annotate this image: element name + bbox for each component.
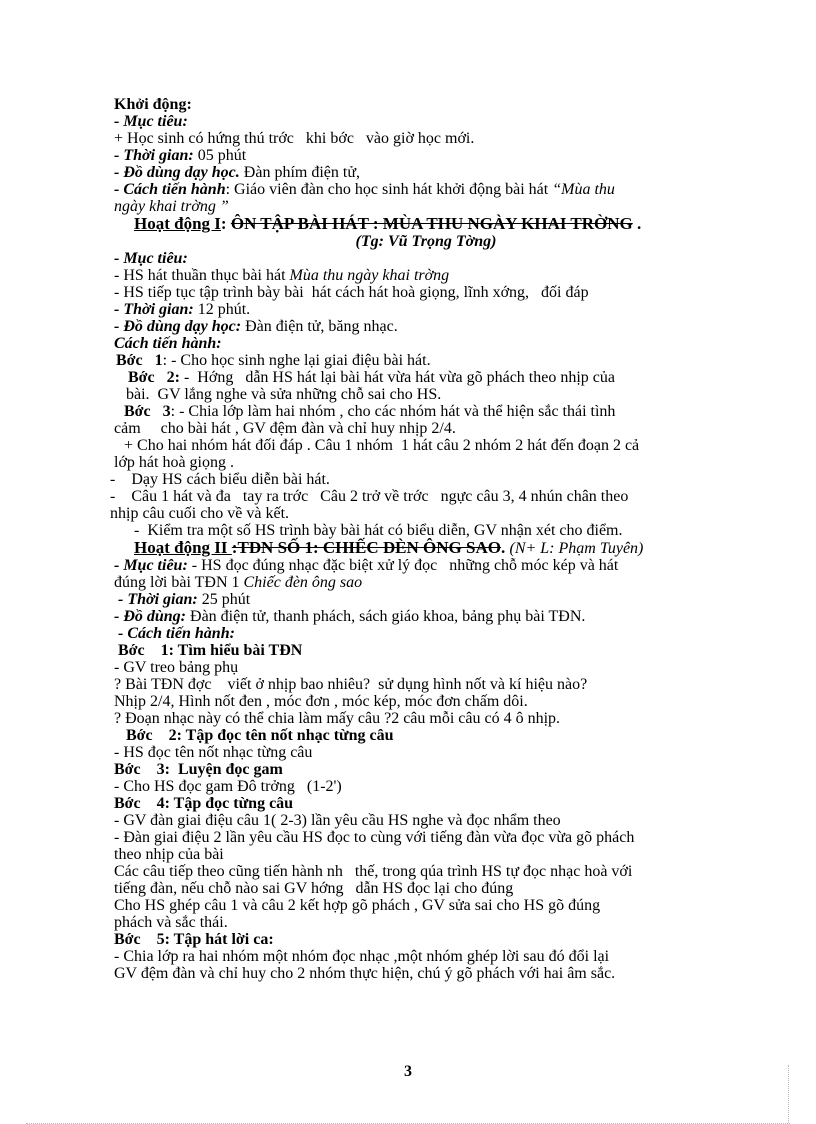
text-run: : <box>220 214 231 233</box>
text-run: lớp hát hoà giọng . <box>114 454 234 471</box>
text-line <box>114 778 738 795</box>
text-line <box>114 215 738 233</box>
text-run: “Mùa thu <box>552 181 615 198</box>
text-line <box>114 113 738 130</box>
text-run: 05 phút <box>193 147 247 164</box>
text-run: - Dạy HS cách biểu diễn bài hát. <box>110 471 330 488</box>
text-run: tiếng đàn, nếu chỗ nào sai GV hớng dẫn HS đọc lại cho đúng <box>114 880 514 897</box>
text-line <box>114 369 738 386</box>
text-line <box>114 676 738 693</box>
text-run: - Đồ dùng dạy học: <box>114 318 242 335</box>
text-run: bài. GV lắng nghe và sửa những chỗ sai cho HS. <box>114 386 442 403</box>
text-line <box>114 437 738 454</box>
text-line <box>114 403 738 420</box>
text-run: :TĐN SỐ 1: CHIẾC ĐÈN ÔNG SAO <box>231 538 501 557</box>
text-line <box>114 386 738 403</box>
text-line <box>114 965 738 982</box>
text-run: Mùa thu ngày khai trờng <box>289 267 450 284</box>
text-line <box>114 420 738 437</box>
text-line <box>114 522 738 539</box>
text-run: đúng lời bài TĐN 1 <box>114 574 244 591</box>
text-line <box>114 574 738 591</box>
text-run: 12 phút. <box>193 301 251 318</box>
text-run: - HS đọc đúng nhạc đặc biệt xử lý đọc những chỗ móc kép và hát <box>187 557 619 574</box>
text-line <box>114 812 738 829</box>
text-line <box>114 352 738 369</box>
text-run: Bớc 3: Luyện đọc gam <box>114 761 283 778</box>
text-run: : Giáo viên đàn cho học sinh hát khởi động bài hát <box>225 181 553 198</box>
text-run: - Hớng dẫn HS hát lại bài hát vừa hát vừa gõ phách theo nhịp của <box>179 369 615 386</box>
text-run: - Mục tiêu: <box>114 113 188 130</box>
text-run: - Cho HS đọc gam Đô trởng (1-2') <box>114 778 342 795</box>
text-run: Bớc 1 <box>116 352 163 369</box>
text-run: - GV đàn giai điệu câu 1( 2-3) lần yêu cầu HS nghe và đọc nhẩm theo <box>114 812 561 829</box>
text-line <box>114 335 738 352</box>
text-run: (Tg: Vũ Trọng Tờng) <box>355 233 497 250</box>
text-line <box>110 471 738 488</box>
text-run: ÔN TẬP BÀI HÁT : MÙA THU NGÀY KHAI TRỜNG <box>230 214 633 233</box>
text-run: Bớc 4: Tập đọc từng câu <box>114 795 294 812</box>
text-line <box>114 557 738 574</box>
text-run: Hoạt động I <box>134 214 221 233</box>
text-run: - HS đọc tên nốt nhạc từng câu <box>114 744 313 761</box>
text-run: GV đệm đàn và chỉ huy cho 2 nhóm thực hiện, chú ý gõ phách với hai âm sắc. <box>114 965 616 982</box>
text-run: (N+ L: Phạm Tuyên) <box>509 540 644 557</box>
text-run: . <box>632 214 642 233</box>
text-run: nhịp câu cuối cho về và kết. <box>110 505 290 522</box>
text-run: - Kiểm tra một số HS trình bày bài hát có biểu diễn, GV nhận xét cho điểm. <box>114 522 623 539</box>
text-run: Nhịp 2/4, Hình nốt đen , móc đơn , móc kép, móc đơn chấm dôi. <box>114 693 528 710</box>
text-line <box>114 250 738 267</box>
text-run: - Chia lớp ra hai nhóm một nhóm đọc nhạc ,một nhóm ghép lời sau đó đổi lại <box>114 948 610 965</box>
text-line <box>114 846 738 863</box>
text-line <box>114 267 738 284</box>
text-run: - Mục tiêu: <box>114 250 188 267</box>
text-run: Bớc 2: <box>120 369 180 386</box>
text-run: - Đồ dùng: <box>114 608 187 625</box>
text-run: - Thời gian: <box>114 591 198 608</box>
text-run: - Thời gian: <box>114 301 194 318</box>
text-line <box>110 488 738 505</box>
text-run: 25 phút <box>197 591 251 608</box>
text-run: Bớc 3 <box>120 403 171 420</box>
text-line <box>114 710 738 727</box>
text-run: Cách tiến hành: <box>114 335 222 352</box>
page-content <box>110 96 738 982</box>
text-run: + Học sinh có hứng thú trớc khi bớc vào giờ học mới. <box>114 130 475 147</box>
text-line <box>114 744 738 761</box>
page-number: 3 <box>404 1063 412 1080</box>
text-run: ngày khai trờng ” <box>114 198 229 215</box>
text-line <box>114 539 738 557</box>
text-run: cảm cho bài hát , GV đệm đàn và chỉ huy nhịp 2/4. <box>114 420 456 437</box>
text-run: Hoạt động II <box>134 538 232 557</box>
text-line <box>114 625 738 642</box>
text-run: Bớc 1: Tìm hiểu bài TĐN <box>114 642 303 659</box>
text-run: - HS tiếp tục tập trình bày bài hát cách hát hoà giọng, lĩnh xớng, đối đáp <box>114 284 589 301</box>
text-line <box>114 164 738 181</box>
text-run: . <box>500 538 510 557</box>
text-run: Chiếc đèn ông sao <box>243 574 363 591</box>
text-run: + Cho hai nhóm hát đối đáp . Câu 1 nhóm 1 hát câu 2 nhóm 2 hát đến đoạn 2 cả <box>120 437 640 454</box>
text-run: theo nhịp của bài <box>114 846 224 863</box>
text-line <box>114 181 738 198</box>
text-line <box>114 863 738 880</box>
text-line <box>114 130 738 147</box>
text-line <box>114 659 738 676</box>
text-run: - HS hát thuần thục bài hát <box>114 267 290 284</box>
text-run: Đàn phím điện tử, <box>239 164 360 181</box>
text-run: Các câu tiếp theo cũng tiến hành nh thế, trong qúa trình HS tự đọc nhạc hoà với <box>114 863 633 880</box>
text-line <box>114 761 738 778</box>
text-line <box>114 318 738 335</box>
text-run: Đàn điện tử, thanh phách, sách giáo khoa, bảng phụ bài TĐN. <box>186 608 586 625</box>
text-line <box>114 591 738 608</box>
text-run: Đàn điện tử, băng nhạc. <box>241 318 398 335</box>
text-run: : - Chia lớp làm hai nhóm , cho các nhóm hát và thể hiện sắc thái tình <box>170 403 616 420</box>
text-line <box>114 301 738 318</box>
text-line <box>114 147 738 164</box>
text-line <box>114 198 738 215</box>
text-run: : - Cho học sinh nghe lại giai điệu bài hát. <box>162 352 431 369</box>
text-line <box>114 693 738 710</box>
text-run: Cho HS ghép câu 1 và câu 2 kết hợp gõ phách , GV sửa sai cho HS gõ đúng <box>114 897 601 914</box>
text-line <box>114 608 738 625</box>
text-run: phách và sắc thái. <box>114 914 228 931</box>
text-run: - Cách tiến hành <box>114 181 226 198</box>
text-run: ? Bài TĐN đợc viết ở nhịp bao nhiêu? sử dụng hình nốt và kí hiệu nào? <box>114 676 588 693</box>
text-run: - Thời gian: <box>114 147 194 164</box>
text-line <box>114 642 738 659</box>
text-line <box>114 795 738 812</box>
text-line <box>114 829 738 846</box>
text-line <box>114 931 738 948</box>
text-line <box>114 727 738 744</box>
text-line <box>114 880 738 897</box>
text-line <box>114 454 738 471</box>
text-run: Khởi động: <box>114 96 192 113</box>
text-run: - GV treo bảng phụ <box>114 659 239 676</box>
right-margin-guide <box>788 1065 789 1123</box>
text-run: - Cách tiến hành: <box>114 625 235 642</box>
text-run: Bớc 2: Tập đọc tên nốt nhạc từng câu <box>114 727 394 744</box>
text-run: - Đàn giai điệu 2 lần yêu cầu HS đọc to cùng với tiếng đàn vừa đọc vừa gõ phách <box>114 829 635 846</box>
text-run: - Đồ dùng dạy học. <box>114 164 240 181</box>
text-run: ? Đoạn nhạc này có thể chia làm mấy câu ?2 câu mỗi câu có 4 ô nhịp. <box>114 710 561 727</box>
text-line <box>114 948 738 965</box>
text-run: - Mục tiêu: <box>114 557 188 574</box>
text-line <box>114 233 738 250</box>
text-line <box>110 505 738 522</box>
text-line <box>114 897 738 914</box>
text-line <box>114 914 738 931</box>
text-line <box>114 96 738 113</box>
text-run: Bớc 5: Tập hát lời ca: <box>114 931 274 948</box>
text-run: - Câu 1 hát và đa tay ra trớc Câu 2 trở về trớc ngực câu 3, 4 nhún chân theo <box>110 488 629 505</box>
text-line <box>114 284 738 301</box>
